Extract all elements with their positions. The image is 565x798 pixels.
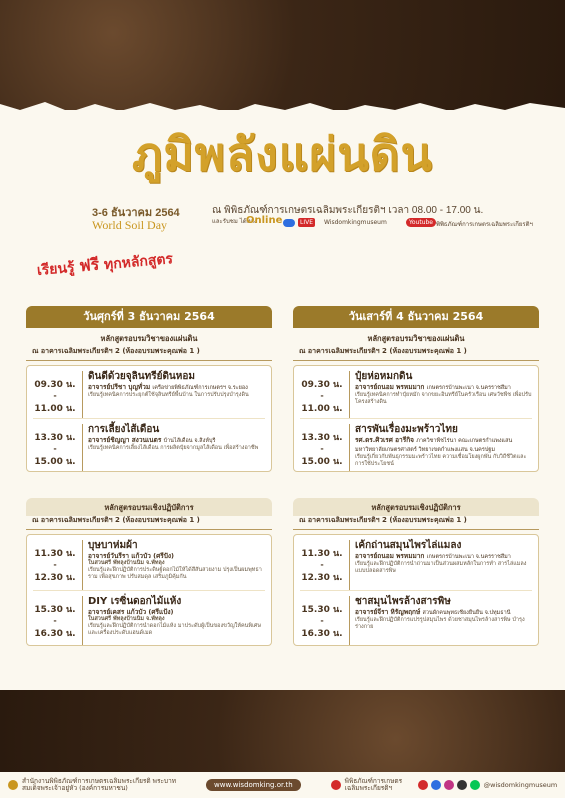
session-body [88, 540, 265, 590]
session-end: 12.30 น. [34, 573, 76, 583]
session-instructor: อาจารย์วันรีรา แก้วบัว (ศรีปัง) [88, 552, 174, 560]
session [33, 366, 265, 418]
session-start: 13.30 น. [34, 433, 76, 443]
divider [82, 540, 83, 590]
session-title: การเลี้ยงไส้เดือน [88, 424, 160, 435]
session-instructor: อาจารย์เคสร แก้วบัว (ศรีแป้ง) [88, 607, 174, 616]
museum-logo-icon [8, 780, 18, 790]
session-instructor: อาจารย์ถนอม พรหมมาก [355, 552, 425, 560]
youtube-badge: Youtube [406, 218, 436, 227]
session-start: 15.30 น. [34, 604, 76, 615]
online-prefix: และรับชม ได้ทาง [212, 218, 257, 225]
instructor-note: บ้านไส้เดือน จ.สิงห์บุรี [163, 438, 216, 444]
instructor-note: เครือข่ายพิพิธภัณฑ์การเกษตรฯ จ.ระยอง [152, 385, 248, 391]
session-body [88, 596, 265, 646]
event-date: 3-6 ธันวาคม 2564 [92, 207, 180, 219]
session-instructor: อาจารย์ถนอม พรหมมาก [355, 383, 425, 391]
session-start: 09.30 น. [301, 380, 343, 390]
program-location: ณ อาคารเฉลิมพระเกียรติฯ 2 (ห้องอบรมพระคุณพ่อ 1 ) [293, 515, 539, 530]
session-body [355, 596, 532, 646]
session-start: 11.30 น. [34, 549, 76, 559]
session [33, 535, 265, 590]
free-post: ทุกหลักสูตร [103, 251, 174, 274]
live-username[interactable]: Wisdomkingmuseum [324, 219, 387, 226]
footer-org-short: พิพิธภัณฑ์การเกษตร เฉลิมพระเกียรติฯ [344, 777, 403, 792]
session-time: 13.30 น. - 15.00 น. [33, 424, 77, 471]
event-venue: ณ พิพิธภัณฑ์การเกษตรเฉลิมพระเกียรติฯ เวลา 08.00 - 17.00 น. [212, 205, 484, 216]
day-header: วันศุกร์ที่ 3 ธันวาคม 2564 [26, 306, 272, 328]
program-location: ณ อาคารเฉลิมพระเกียรติฯ 2 (ห้องอบรมพระคุณพ่อ 1 ) [26, 515, 272, 530]
session-body [88, 424, 265, 471]
torn-paper-edge-top [0, 98, 565, 118]
session-panel [26, 534, 272, 646]
divider [349, 371, 350, 418]
session [33, 590, 265, 646]
session-title: ชาสมุนไพรล้างสารพิษ [355, 595, 451, 607]
program-title: หลักสูตรอบรมเชิงปฏิบัติการ [371, 503, 461, 512]
session-start: 11.30 น. [301, 549, 343, 559]
session-description: เรียนรู้เทคนิคการทำปุ๋ยหมัก จากขยะอินทรีย์ในครัวเรือน เศษวัชพืช เพื่อปรับโครงสร้างดิน [355, 392, 532, 405]
session-body [88, 371, 265, 418]
youtube-channel[interactable]: พิพิธภัณฑ์การเกษตรเฉลิมพระเกียรติฯ [436, 221, 533, 228]
line-icon[interactable] [470, 780, 480, 790]
session-title: ปุ๋ยห่อหมกดิน [355, 371, 413, 382]
instructor-note: เกษตรกรบ้านพะเนา จ.นครราชสีมา [426, 554, 511, 560]
divider [82, 371, 83, 418]
session-end: 11.00 น. [301, 404, 343, 414]
day-column-2 [293, 306, 539, 646]
session-instructor: อาจารย์ชิญญา สงวนเนตร [88, 436, 162, 444]
free-word: ฟรี [78, 254, 100, 276]
session-end: 16.30 น. [34, 628, 76, 639]
session-time: 15.30 น. - 16.30 น. [300, 596, 344, 646]
website-link[interactable]: www.wisdomking.or.th [206, 779, 301, 791]
session-start: 15.30 น. [301, 604, 343, 615]
session-time: 15.30 น. - 16.30 น. [33, 596, 77, 646]
divider [349, 596, 350, 646]
session-description: เรียนรู้เทคนิคการประยุกต์ใช้จุลินทรีย์พื้นบ้าน ในการปรับปรุงบำรุงดิน [88, 392, 249, 398]
instructor-note: ในสวนศรี พัทลุงบ้านนิม จ.พัทลุง [88, 615, 165, 622]
program-title: หลักสูตรอบรมวิชาของแผ่นดิน [100, 334, 198, 343]
tiktok-icon[interactable] [457, 780, 467, 790]
session-body [355, 540, 532, 590]
session-title: เค้กถ่านสมุนไพรไล่แมลง [355, 540, 462, 551]
instructor-note: ในสวนศรี พัทลุงบ้านนิม จ.พัทลุง [88, 560, 165, 566]
free-pre: เรียนรู้ [36, 259, 76, 279]
divider [349, 540, 350, 590]
session-end: 15.00 น. [301, 457, 343, 467]
soil-bottom-banner [0, 690, 565, 772]
session-description: เรียนรู้และฝึกปฏิบัติการนำดอกไม้แห้ง มาประดับผู้เป็นของขวัญให้คนพิเศษ และเครื่องประดับแฮนด์เมด [88, 622, 262, 636]
instagram-icon[interactable] [444, 780, 454, 790]
day-column-1 [26, 306, 272, 646]
session-time: 11.30 น. - 12.30 น. [300, 540, 344, 590]
session-description: เรียนรู้และฝึกปฏิบัติการแปรรูปสมุนไพร ด้วยชาสมุนไพรล้างสารพิษ บำรุงร่างกาย [355, 616, 525, 630]
session-end: 15.00 น. [34, 457, 76, 467]
program-location: ณ อาคารเฉลิมพระเกียรติฯ 2 (ห้องอบรมพระคุณพ่อ 1 ) [293, 346, 539, 361]
free-banner [36, 246, 174, 283]
online-word: Online [246, 215, 283, 226]
session-panel [293, 534, 539, 646]
session-time: 11.30 น. - 12.30 น. [33, 540, 77, 590]
session-title: ดินดีด้วยจุลินทรีย์ดินหอม [88, 371, 195, 382]
soil-top-banner [0, 0, 565, 110]
session-description: เรียนรู้และฝึกปฏิบัติการประดิษฐ์ดอกไม้ให้ได้สีสันสวยงาม ปรุงเป็นผมพุทธาราม เพื่อสุขภาพ ปรับสมดุล เสริมภูมิคุ้มกัน [88, 567, 262, 580]
divider [82, 424, 83, 471]
session-instructor: อาจารย์จีรา หิรัญพฤกษ์ [355, 607, 421, 616]
session-start: 09.30 น. [34, 380, 76, 390]
youtube-small-icon[interactable] [418, 780, 428, 790]
program-title: หลักสูตรอบรมวิชาของแผ่นดิน [367, 334, 465, 343]
session-instructor: อาจารย์ปรีชา บุญทั่วม [88, 383, 151, 391]
youtube-icon[interactable] [331, 780, 341, 790]
session [33, 418, 265, 471]
divider [349, 424, 350, 471]
session-body [355, 424, 532, 471]
facebook-icon[interactable] [431, 780, 441, 790]
facebook-icon [283, 219, 295, 227]
session-time: 09.30 น. - 11.00 น. [300, 371, 344, 418]
session-end: 11.00 น. [34, 404, 76, 414]
footer [0, 772, 565, 798]
session [300, 418, 532, 471]
session-description: เรียนรู้และฝึกปฏิบัติการนำถ่านมาเป็นส่วนผสมหลักในการทำ สารไล่แมลงแบบปลอดสารพิษ [355, 561, 527, 574]
social-handle[interactable]: @wisdomkingmuseum [483, 781, 558, 789]
session-end: 16.30 น. [301, 628, 343, 639]
session-description: เรียนรู้เทคนิคการเลี้ยงไส้เดือน การผลิตปุ๋ยจากมูลไส้เดือน เพื่อสร้างอาชีพ [88, 445, 259, 451]
session-instructor: รศ.ดร.ศิวเรศ อารีกิจ [355, 436, 414, 444]
day-header: วันเสาร์ที่ 4 ธันวาคม 2564 [293, 306, 539, 328]
session-panel [293, 365, 539, 472]
live-badge: LIVE [300, 219, 314, 226]
session-end: 12.30 น. [301, 573, 343, 583]
session-start: 13.30 น. [301, 433, 343, 443]
footer-org: สำนักงานพิพิธภัณฑ์การเกษตรเฉลิมพระเกียรติ พระบาทสมเด็จพระเจ้าอยู่หัว (องค์การมหาชน) [22, 777, 176, 792]
session-description: เรียนรู้เกี่ยวกับพันธุกรรมมะพร้าวไทย ความเชื่อมโยงผูกพัน กับวิถีชีวิตและการใช้ประโยชน์ [355, 454, 527, 467]
session-title: DIY เรซิ่นดอกไม้แห้ง [88, 595, 182, 607]
session [300, 590, 532, 646]
session-body [355, 371, 532, 418]
session-panel [26, 365, 272, 472]
program-location: ณ อาคารเฉลิมพระเกียรติฯ 2 (ห้องอบรมพระคุณพ่อ 1 ) [26, 346, 272, 361]
session-title: สารพันเรื่องมะพร้าวไทย [355, 424, 458, 435]
page-title: ภูมิพลังแผ่นดิน [132, 127, 433, 181]
instructor-note: เกษตรกรบ้านพะเนา จ.นครราชสีมา [426, 385, 511, 391]
session-time: 13.30 น. - 15.00 น. [300, 424, 344, 471]
session-title: บุษบาห่มผ้า [88, 540, 138, 551]
divider [82, 596, 83, 646]
instructor-note: สวนผักคนพุทธเชียงยืนยืน จ.ปทุมธานี [422, 609, 511, 616]
program-title: หลักสูตรอบรมเชิงปฏิบัติการ [104, 503, 194, 512]
instructor-note: ภาควิชาพืชไร่นา คณะเกษตรกำแพงแสน มหาวิทยาลัยเกษตรศาสตร์ วิทยาเขตกำแพงแสน จ.นครปฐม [355, 438, 513, 453]
session-time: 09.30 น. - 11.00 น. [33, 371, 77, 418]
event-english-name: World Soil Day [92, 218, 168, 232]
session [300, 366, 532, 418]
session [300, 535, 532, 590]
